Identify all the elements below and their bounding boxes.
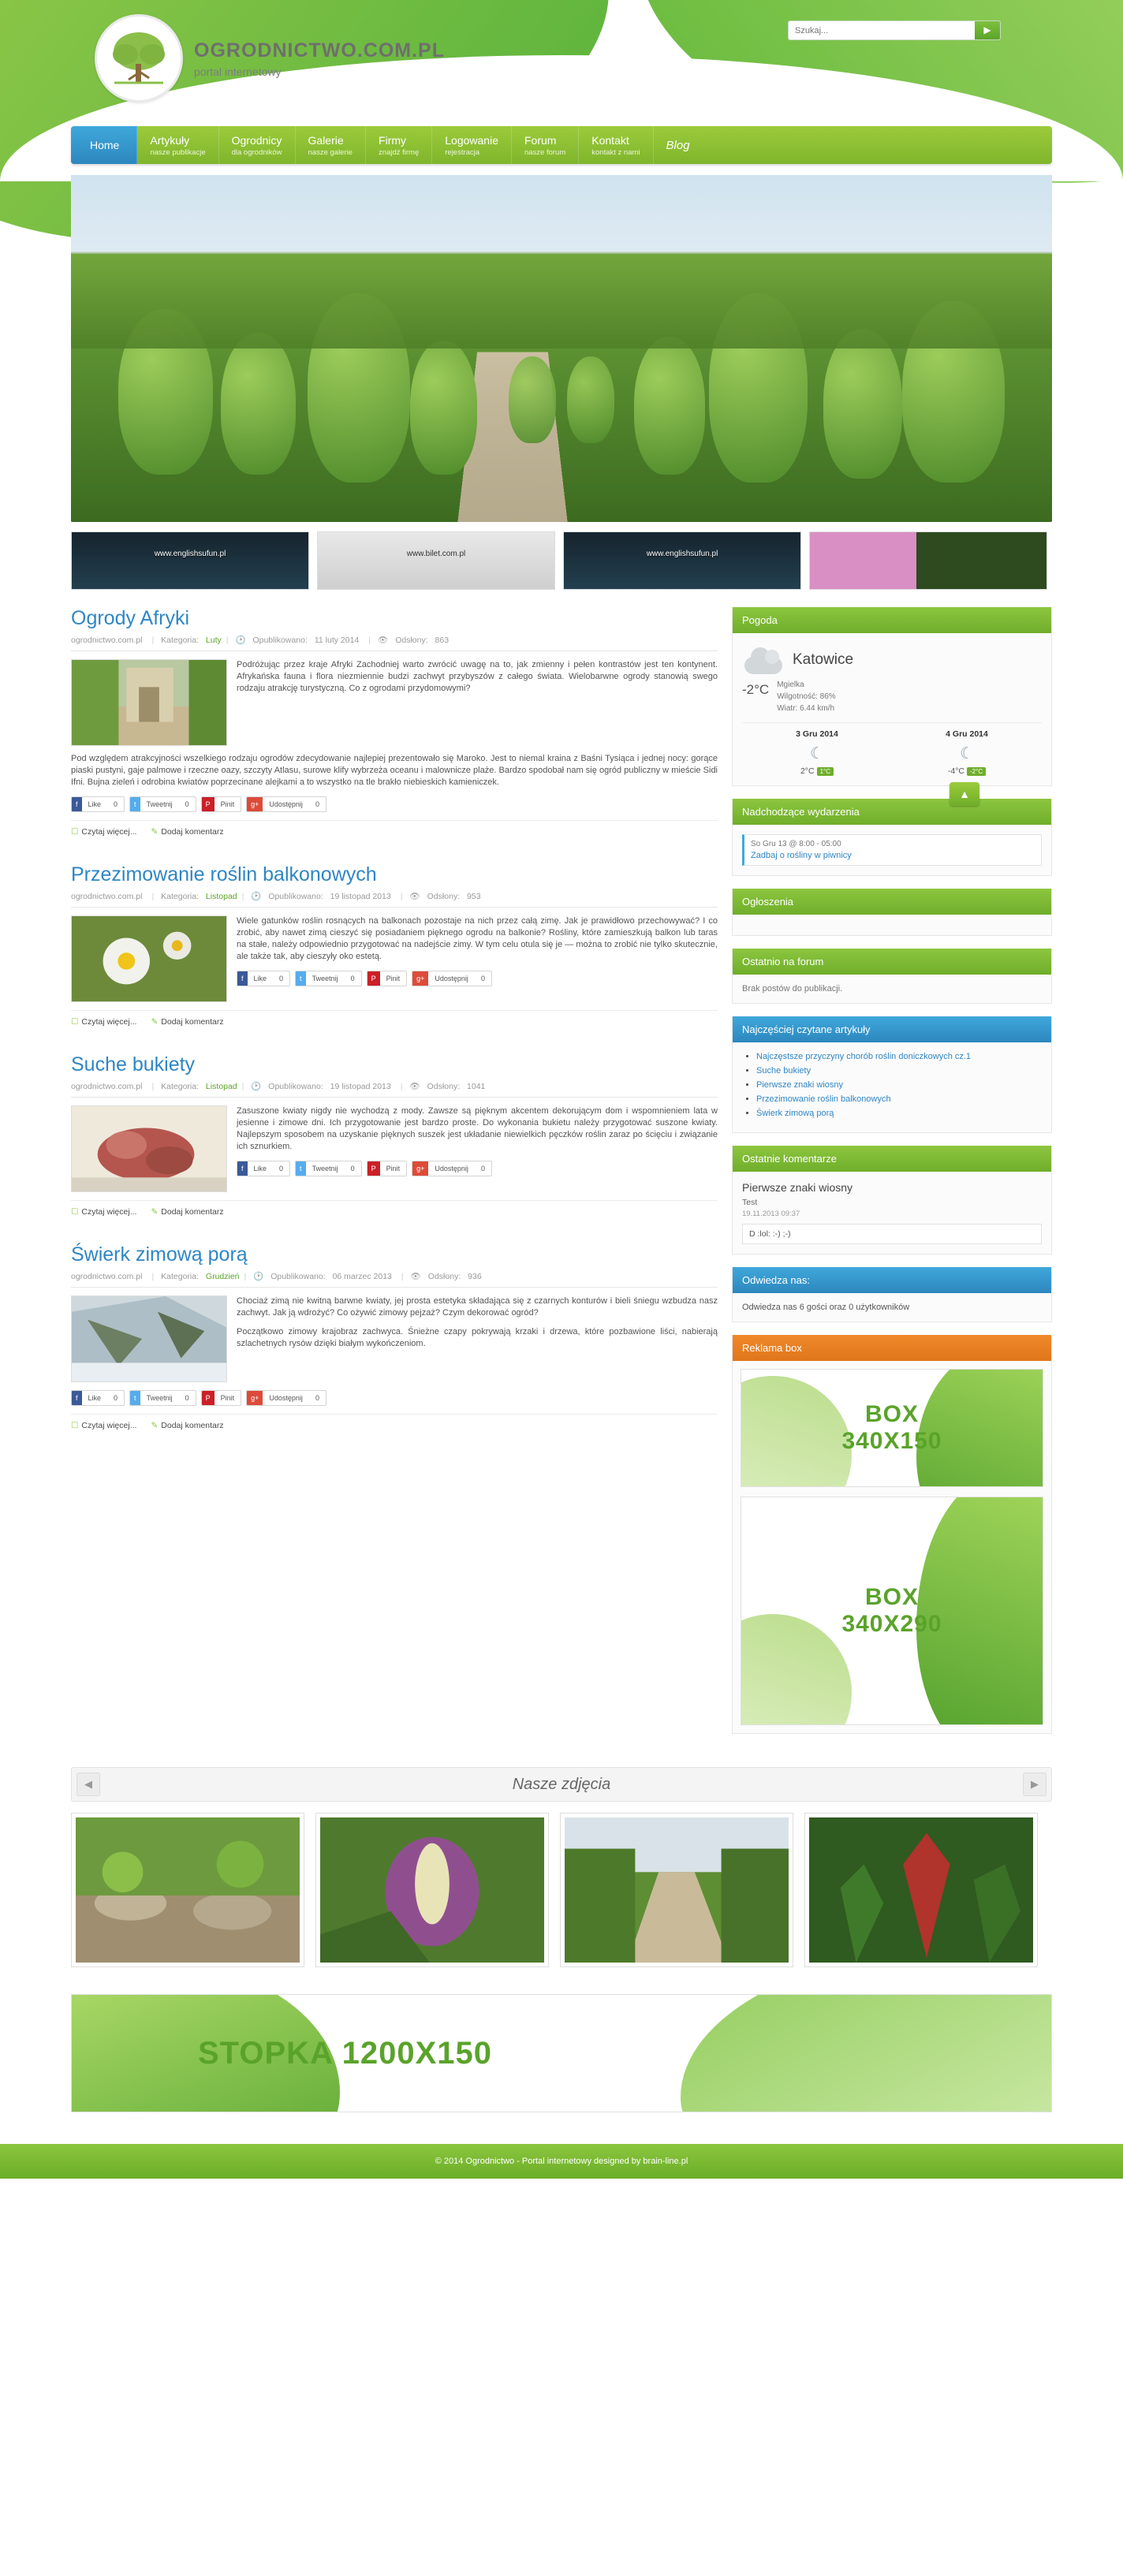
article-lead-text: Zasuszone kwiaty nigdy nie wychodzą z mody. Zawsze są pięknym akcentem dekorującym dom i wspomnieniem lata w jesienne i zimowe dni. Ich przygotowanie jest bardzo proste. Do wykonania bukietu należy przygotować suszone kwiaty. Najlepszym sposobem na uzyskanie pięknych suszek jest układanie niewielkich pęczków roślin zaraz po ścięciu i związanie ich sznurkiem. xyxy=(237,1106,718,1151)
google-plus-icon: g+ xyxy=(247,1391,263,1405)
list-item[interactable] xyxy=(756,1109,1042,1118)
event-item[interactable] xyxy=(742,834,1042,866)
article-category-label: Kategoria: xyxy=(161,1272,199,1281)
nav-label: Blog xyxy=(666,138,690,152)
facebook-like-button[interactable]: f Like 0 xyxy=(237,971,290,986)
comment-icon: ✎ xyxy=(151,1207,159,1217)
article-views-label: Odsłony: xyxy=(395,636,428,645)
banner-item[interactable] xyxy=(809,531,1047,590)
article-item xyxy=(71,1243,718,1430)
article-thumbnail[interactable] xyxy=(71,1105,227,1192)
article-category-link[interactable]: Listopad xyxy=(205,1082,237,1091)
article-lead xyxy=(237,1295,718,1382)
forecast-day xyxy=(742,729,892,776)
article-published: 19 listopad 2013 xyxy=(330,1082,391,1091)
clock-icon: 🕑 xyxy=(253,1272,264,1281)
forum-empty-note: Brak postów do publikacji. xyxy=(742,984,843,993)
social-share-row xyxy=(237,1161,718,1176)
banner-text: www.englishsufun.pl xyxy=(646,550,718,558)
article-actions xyxy=(71,1010,718,1027)
google-plus-share-button[interactable]: g+ Udostępnij 0 xyxy=(412,971,492,986)
google-plus-share-button[interactable]: g+ Udostępnij 0 xyxy=(246,796,326,812)
tree-icon xyxy=(95,14,183,103)
gallery-next-button[interactable]: ▶ xyxy=(1023,1773,1047,1796)
banner-strip xyxy=(71,531,1052,590)
add-comment-link[interactable]: ✎ Dodaj komentarz xyxy=(151,1207,224,1217)
nav-item-blog[interactable] xyxy=(654,126,703,164)
twitter-share-button[interactable]: t Tweetnij 0 xyxy=(129,796,196,812)
article-views: 953 xyxy=(467,892,481,901)
comment-date: 19.11.2013 09:37 xyxy=(742,1210,800,1218)
eye-icon: 👁 xyxy=(410,1272,421,1281)
article-views: 936 xyxy=(468,1272,482,1281)
hedge-path-photo xyxy=(565,1817,789,1963)
nav-sublabel: dla ogrodników xyxy=(231,147,282,157)
comment-icon: ✎ xyxy=(151,1421,159,1430)
gallery-item[interactable] xyxy=(71,1813,304,1967)
nav-label: Home xyxy=(90,139,120,151)
article-lead xyxy=(237,915,718,1002)
site-footer xyxy=(0,2144,1123,2179)
article-title[interactable]: Ogrody Afryki xyxy=(71,607,190,629)
pinterest-share-button[interactable]: P Pinit xyxy=(201,796,242,812)
widget-visitors xyxy=(732,1267,1052,1322)
gallery-prev-button[interactable]: ◀ xyxy=(76,1773,100,1796)
article-actions xyxy=(71,1414,718,1430)
read-more-link[interactable]: ☐ Czytaj więcej... xyxy=(71,827,137,837)
widget-forum xyxy=(732,949,1052,1004)
widget-title: Odwiedza nas: xyxy=(733,1267,1051,1293)
nav-label: Forum xyxy=(524,133,557,147)
google-plus-icon: g+ xyxy=(412,971,428,986)
nav-label: Artykuły xyxy=(150,133,190,147)
google-plus-share-button[interactable]: g+ Udostępnij 0 xyxy=(246,1390,326,1406)
comment-text: D :lol: :-) ;-) xyxy=(742,1224,1042,1244)
photo-gallery xyxy=(71,1767,1052,1967)
read-more-link[interactable]: ☐ Czytaj więcej... xyxy=(71,1421,137,1430)
footer-banner-text: STOPKA 1200X150 xyxy=(198,2035,492,2071)
eye-icon: 👁 xyxy=(377,636,389,645)
widget-title: Reklama box xyxy=(733,1335,1051,1361)
read-more-link[interactable]: ☐ Czytaj więcej... xyxy=(71,1017,137,1027)
gallery-item[interactable] xyxy=(804,1813,1038,1967)
weather-humidity: 86% xyxy=(819,692,836,701)
article-category-label: Kategoria: xyxy=(161,892,199,901)
nav-sublabel: znajdź firmę xyxy=(379,147,420,157)
social-share-row xyxy=(71,1390,718,1406)
article-lead xyxy=(237,1105,718,1192)
gallery-title: Nasze zdjęcia xyxy=(512,1775,611,1793)
article-source: ogrodnictwo.com.pl xyxy=(71,1272,143,1281)
document-icon: ☐ xyxy=(71,827,79,837)
widget-title: Ostatnie komentarze xyxy=(733,1146,1051,1172)
cloud-icon xyxy=(742,643,785,677)
comment-icon: ✎ xyxy=(151,827,159,837)
google-plus-icon: g+ xyxy=(412,1161,428,1176)
nav-label: Firmy xyxy=(379,133,407,147)
popular-list xyxy=(742,1052,1042,1118)
twitter-icon: t xyxy=(296,1161,306,1176)
pinterest-icon: P xyxy=(367,971,380,986)
hero-image xyxy=(71,175,1052,522)
forecast-temp: -4°C xyxy=(947,766,965,776)
nav-sublabel: nasze forum xyxy=(524,147,566,157)
article-source: ogrodnictwo.com.pl xyxy=(71,1082,143,1091)
add-comment-link[interactable]: ✎ Dodaj komentarz xyxy=(151,827,224,837)
weather-wind: 6.44 km/h xyxy=(800,704,835,713)
nav-label: Galerie xyxy=(308,133,344,147)
footer-text: © 2014 Ogrodnictwo - Portal internetowy designed by brain-line.pl xyxy=(435,2157,688,2166)
moon-icon: ☾ xyxy=(960,745,974,762)
article-views-label: Odsłony: xyxy=(427,1082,461,1091)
article-thumbnail[interactable] xyxy=(71,659,227,746)
nav-item-ogrodnicy[interactable] xyxy=(219,126,296,164)
search-submit-button[interactable]: ▶ xyxy=(975,21,1000,39)
pinterest-share-button[interactable]: P Pinit xyxy=(367,1161,408,1176)
forecast-badge: -2°C xyxy=(967,767,986,776)
widget-last-comments xyxy=(732,1146,1052,1254)
document-icon: ☐ xyxy=(71,1017,79,1027)
clock-icon: 🕑 xyxy=(251,892,262,901)
widget-upcoming-events xyxy=(732,799,1052,876)
article-item xyxy=(71,863,718,1027)
article-thumbnail[interactable] xyxy=(71,1295,227,1382)
nav-label: Logowanie xyxy=(445,133,498,147)
article-thumbnail[interactable] xyxy=(71,915,227,1002)
article-body-text: Początkowo zimowy krajobraz zachwyca. Śnieżne czapy pokrywają krzaki i drzewa, które pozbawione liści, nabierają szlachetnych rysów dzięki białym wykończeniom. xyxy=(237,1327,718,1348)
widget-title: Pogoda xyxy=(733,607,1051,633)
article-item xyxy=(71,1053,718,1217)
banner-item[interactable] xyxy=(563,531,801,590)
search-box[interactable] xyxy=(788,21,1001,40)
nav-item-artykuly[interactable] xyxy=(137,126,218,164)
banner-item[interactable] xyxy=(71,531,309,590)
nav-sublabel: nasze publikacje xyxy=(150,147,206,157)
weather-wind-label: Wiatr: xyxy=(777,704,798,713)
article-meta: ogrodnictwo.com.pl | Kategoria: Grudzień | 🕑 Opublikowano: 06 marzec 2013 | 👁 Odsłony: 936 xyxy=(71,1271,718,1288)
banner-item[interactable] xyxy=(317,531,555,590)
forecast-temp: 2°C xyxy=(800,766,815,776)
visitors-text: Odwiedza nas 6 gości oraz 0 użytkowników xyxy=(742,1303,910,1312)
search-input[interactable] xyxy=(789,21,975,39)
article-meta: ogrodnictwo.com.pl | Kategoria: Listopad | 🕑 Opublikowano: 19 listopad 2013 | 👁 Odsłony: 953 xyxy=(71,891,718,908)
article-published-label: Opublikowano: xyxy=(270,1272,326,1281)
purple-flower-photo xyxy=(320,1817,544,1963)
garden-pots-photo xyxy=(76,1817,300,1963)
list-item[interactable] xyxy=(756,1094,1042,1104)
list-item[interactable] xyxy=(756,1080,1042,1090)
document-icon: ☐ xyxy=(71,1207,79,1217)
twitter-icon: t xyxy=(296,971,306,986)
article-lead-text: Chociaż zimą nie kwitną barwne kwiaty, jej prosta estetyka składająca się z czarnych konturów i bieli śniegu wzbudza nasz zachwyt. Jak ją wdrożyć? Co ożywić zimowy pejzaż? Czym dekorować ogród? xyxy=(237,1296,718,1318)
popular-link[interactable]: Suche bukiety xyxy=(756,1066,811,1076)
facebook-icon: f xyxy=(72,1391,82,1405)
nav-item-home[interactable] xyxy=(71,126,137,164)
ad-box-340x290[interactable] xyxy=(741,1497,1043,1725)
widget-title: Ogłoszenia xyxy=(733,889,1051,915)
scroll-to-top-button[interactable]: ▲ xyxy=(950,782,979,806)
facebook-icon: f xyxy=(237,1161,248,1176)
article-actions xyxy=(71,820,718,837)
clock-icon: 🕑 xyxy=(251,1082,262,1091)
comment-item xyxy=(742,1181,1042,1244)
footer-banner[interactable] xyxy=(71,1994,1052,2112)
clock-icon: 🕑 xyxy=(235,636,246,645)
logo-subtitle: portal internetowy xyxy=(194,65,282,78)
article-published: 11 luty 2014 xyxy=(314,636,360,645)
article-category-link[interactable]: Listopad xyxy=(205,892,237,901)
forecast-badge: 1°C xyxy=(817,767,834,776)
weather-city: Katowice xyxy=(793,651,854,668)
article-views: 863 xyxy=(435,636,450,645)
article-published-label: Opublikowano: xyxy=(252,636,308,645)
article-item xyxy=(71,607,718,837)
pinterest-icon: P xyxy=(367,1161,380,1176)
article-lead-text: Podróżując przez kraje Afryki Zachodniej warto zwrócić uwagę na to, jak zmienny i pełen kontrastów jest ten kontynent. Afrykańska fauna i flora niezmiennie budzi zachwyt przybyszów z całego świata. Wielobarwne ogrody stanowią swego rodzaju atrakcję turystyczną. Co z ogrodami przydomowymi? xyxy=(237,660,718,693)
ad-box-line2: 340X290 xyxy=(841,1611,942,1637)
article-published: 06 marzec 2013 xyxy=(332,1272,392,1281)
main-navigation xyxy=(71,126,1052,164)
article-published-label: Opublikowano: xyxy=(268,1082,323,1091)
ad-box-line1: BOX xyxy=(864,1401,919,1427)
comment-author: Test xyxy=(742,1198,758,1207)
site-logo[interactable] xyxy=(95,14,445,103)
sidebar xyxy=(732,607,1052,1747)
ad-box-line1: BOX xyxy=(864,1584,919,1610)
twitter-share-button[interactable]: t Tweetnij 0 xyxy=(295,1161,362,1176)
article-actions xyxy=(71,1200,718,1217)
comment-article-title[interactable]: Pierwsze znaki wiosny xyxy=(742,1181,853,1194)
list-item[interactable] xyxy=(756,1052,1042,1061)
facebook-like-button[interactable]: f Like 0 xyxy=(237,1161,290,1176)
google-plus-icon: g+ xyxy=(247,797,263,811)
article-meta: ogrodnictwo.com.pl | Kategoria: Listopad | 🕑 Opublikowano: 19 listopad 2013 | 👁 Odsłony: 1041 xyxy=(71,1081,718,1098)
forecast-day xyxy=(892,729,1042,776)
article-title[interactable]: Świerk zimową porą xyxy=(71,1243,248,1266)
article-meta: ogrodnictwo.com.pl | Kategoria: Luty | 🕑 Opublikowano: 11 luty 2014 | 👁 Odsłony: 863 xyxy=(71,635,718,651)
nav-label: Ogrodnicy xyxy=(231,133,282,147)
twitter-icon: t xyxy=(130,797,140,811)
gallery-item[interactable] xyxy=(560,1813,793,1967)
twitter-share-button[interactable]: t Tweetnij 0 xyxy=(295,971,362,986)
eye-icon: 👁 xyxy=(409,1082,420,1091)
article-published-label: Opublikowano: xyxy=(268,892,323,901)
eye-icon: 👁 xyxy=(409,892,420,901)
comment-icon: ✎ xyxy=(151,1017,159,1027)
red-plant-photo xyxy=(809,1817,1033,1963)
article-published: 19 listopad 2013 xyxy=(330,892,391,901)
pinterest-share-button[interactable]: P Pinit xyxy=(201,1390,242,1406)
article-body: Pod względem atrakcyjności wszelkiego rodzaju ogrodów zdecydowanie najlepiej prezentowało się Maroko. Jest to niemal kraina z Baśni Tysiąca i jednej nocy: gorące piaski pustyni, gaje palmowe i rzeczne oazy, szczyty Atlasu, surowe klify wybrzeża oceanu i malownicze plaże. Bardzo spodobał nam się ogród publiczny w mieście Sidi Ifni. Bujna zieleń i odrobina kwiatów poprzecinane alejkami a to wszystko na tle brakło niebieskich kamieniczek. xyxy=(71,754,718,787)
popular-link[interactable]: Przezimowanie roślin balkonowych xyxy=(756,1094,891,1104)
social-share-row xyxy=(237,971,718,986)
banner-text: www.bilet.com.pl xyxy=(406,550,466,558)
pinterest-icon: P xyxy=(202,797,215,811)
nav-item-galerie[interactable] xyxy=(296,126,367,164)
gallery-item[interactable] xyxy=(315,1813,549,1967)
nav-sublabel: rejestracja xyxy=(445,147,480,157)
popular-link[interactable]: Najczęstsze przyczyny chorób roślin doniczkowych cz.1 xyxy=(756,1052,972,1061)
article-category-label: Kategoria: xyxy=(161,636,199,645)
facebook-like-button[interactable]: f Like 0 xyxy=(71,1390,125,1406)
read-more-link[interactable]: ☐ Czytaj więcej... xyxy=(71,1207,137,1217)
widget-weather xyxy=(732,607,1052,786)
site-header xyxy=(0,0,1123,126)
event-link[interactable]: Zadbaj o rośliny w piwnicy xyxy=(751,851,852,860)
nav-sublabel: nasze galerie xyxy=(308,147,353,157)
nav-label: Kontakt xyxy=(591,133,629,147)
popular-link[interactable]: Świerk zimową porą xyxy=(756,1109,834,1118)
article-title[interactable]: Przezimowanie roślin balkonowych xyxy=(71,863,377,885)
article-lead-text: Wiele gatunków roślin rosnących na balkonach pozostaje na nich przez całą zimę. Jak je prawidłowo przechowywać? I co zrobić, aby nawet zimą cieszyć się posiadaniem pięknego ogrodu na balkonie? Rośliny, które zamieszkują balkon lub taras na stałe, należy odpowiednio przygotować na nadejście zimy. W tym celu otula się je — można to zrobić nie tylko skutecznie, ale także tak, aby cieszyły oko estetą. xyxy=(237,916,718,961)
add-comment-link[interactable]: ✎ Dodaj komentarz xyxy=(151,1017,224,1027)
widget-reklama-box xyxy=(732,1335,1052,1734)
pinterest-share-button[interactable]: P Pinit xyxy=(367,971,408,986)
widget-ogloszenia xyxy=(732,889,1052,936)
nav-item-firmy[interactable] xyxy=(366,126,432,164)
social-share-row xyxy=(71,796,718,812)
event-date: So Gru 13 @ 8:00 - 05:00 xyxy=(751,840,841,848)
article-lead xyxy=(237,659,718,746)
twitter-icon: t xyxy=(130,1391,140,1405)
logo-title: OGRODNICTWO.COM.PL xyxy=(194,39,445,62)
article-category-link[interactable]: Luty xyxy=(205,636,222,645)
facebook-icon: f xyxy=(237,971,248,986)
nav-item-logowanie[interactable] xyxy=(432,126,512,164)
nav-item-forum[interactable] xyxy=(512,126,579,164)
weather-condition: Mgielka xyxy=(777,680,804,689)
forecast-date: 4 Gru 2014 xyxy=(946,729,988,739)
article-source: ogrodnictwo.com.pl xyxy=(71,892,143,901)
weather-temp: -2°C xyxy=(742,682,770,697)
facebook-like-button[interactable]: f Like 0 xyxy=(71,796,125,812)
widget-popular-articles xyxy=(732,1016,1052,1133)
google-plus-share-button[interactable]: g+ Udostępnij 0 xyxy=(412,1161,492,1176)
nav-sublabel: kontakt z nami xyxy=(591,147,640,157)
banner-text: www.englishsufun.pl xyxy=(154,550,226,558)
widget-title: Ostatnio na forum xyxy=(733,949,1051,975)
ad-box-line2: 340X150 xyxy=(841,1428,942,1454)
article-category-link[interactable]: Grudzień xyxy=(205,1272,240,1281)
article-views-label: Odsłony: xyxy=(427,892,461,901)
articles-column xyxy=(71,607,718,1747)
list-item[interactable] xyxy=(756,1066,1042,1076)
weather-humidity-label: Wilgotność: xyxy=(777,692,818,701)
document-icon: ☐ xyxy=(71,1421,79,1430)
widget-title: Najczęściej czytane artykuły xyxy=(733,1016,1051,1042)
nav-item-kontakt[interactable] xyxy=(579,126,653,164)
add-comment-link[interactable]: ✎ Dodaj komentarz xyxy=(151,1421,224,1430)
ad-box-340x150[interactable] xyxy=(741,1369,1043,1487)
article-category-label: Kategoria: xyxy=(161,1082,199,1091)
moon-icon: ☾ xyxy=(810,745,824,762)
twitter-share-button[interactable]: t Tweetnij 0 xyxy=(129,1390,196,1406)
popular-link[interactable]: Pierwsze znaki wiosny xyxy=(756,1080,844,1090)
forecast-date: 3 Gru 2014 xyxy=(796,729,838,739)
article-views: 1041 xyxy=(467,1082,486,1091)
facebook-icon: f xyxy=(72,797,82,811)
article-source: ogrodnictwo.com.pl xyxy=(71,636,143,645)
widget-title: Nadchodzące wydarzenia xyxy=(733,799,1051,825)
pinterest-icon: P xyxy=(202,1391,215,1405)
article-views-label: Odsłony: xyxy=(427,1272,461,1281)
article-title[interactable]: Suche bukiety xyxy=(71,1053,196,1076)
